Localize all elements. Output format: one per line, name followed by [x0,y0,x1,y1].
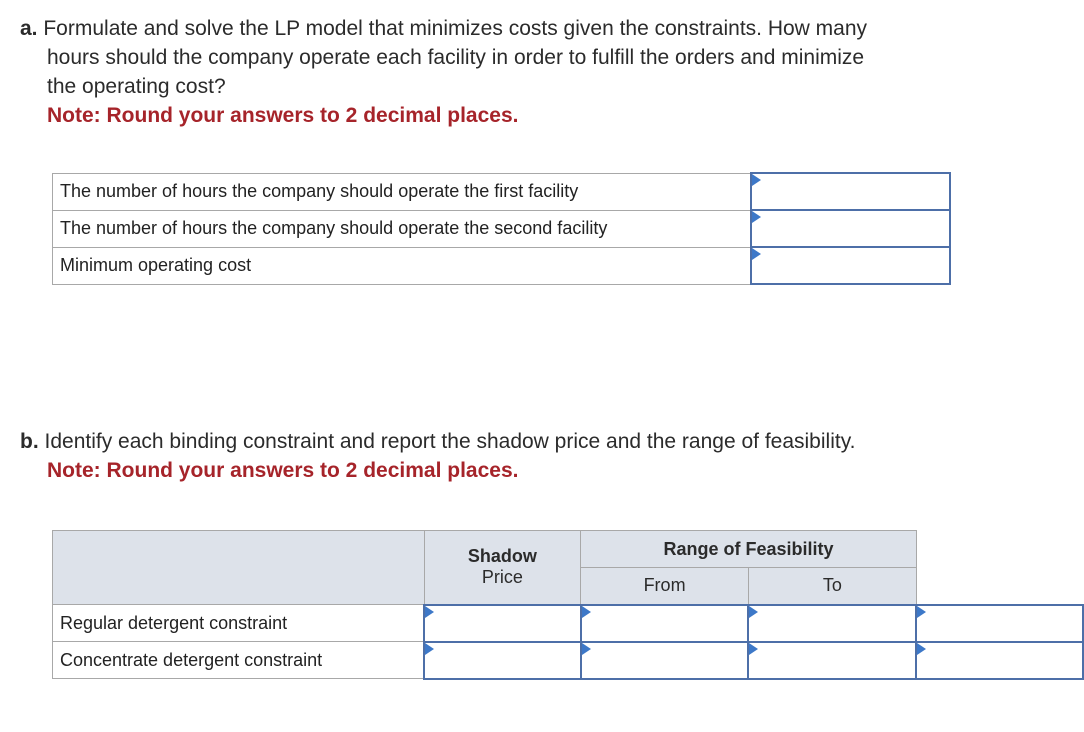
table-row [53,247,951,284]
dropdown-marker-icon [425,606,434,618]
question-a-line1: Formulate and solve the LP model that minimizes costs given the constraints. How many [43,17,868,40]
minimum-cost-cell[interactable] [751,247,950,284]
input-marker-icon [582,606,591,618]
row-label-second-facility: The number of hours the company should operate the second facility [53,210,752,247]
header-blank [53,531,425,605]
row-label-first-facility: The number of hours the company should operate the first facility [53,173,752,210]
regular-binding-cell[interactable] [424,605,581,642]
first-facility-hours-input[interactable] [752,174,949,209]
table-row [53,605,1084,642]
header-to: To [748,568,916,605]
input-marker-icon [917,606,926,618]
dropdown-marker-icon [425,643,434,655]
minimum-cost-input[interactable] [752,248,949,283]
question-a-line3: the operating cost? [47,75,226,98]
concentrate-shadow-price-cell[interactable] [581,642,749,679]
header-shadow-line1: Shadow [467,546,537,567]
regular-binding-input[interactable] [425,606,580,641]
regular-shadow-price-cell[interactable] [581,605,749,642]
question-b [20,427,1060,485]
concentrate-shadow-price-input[interactable] [582,643,748,678]
concentrate-binding-cell[interactable] [424,642,581,679]
regular-range-to-cell[interactable] [916,605,1083,642]
table-row [53,642,1084,679]
input-marker-icon [752,248,761,260]
regular-range-from-cell[interactable] [748,605,916,642]
question-a-note: Note: Round your answers to 2 decimal places. [47,104,519,127]
table-row [53,210,951,247]
input-marker-icon [917,643,926,655]
question-b-text: Identify each binding constraint and report the shadow price and the range of feasibility. [44,430,856,453]
concentrate-range-to-cell[interactable] [916,642,1083,679]
question-a-label: a. [20,17,38,40]
regular-range-from-input[interactable] [749,606,915,641]
input-marker-icon [752,174,761,186]
answer-table-b [52,530,1084,680]
question-b-label: b. [20,430,39,453]
table-row [53,173,951,210]
header-shadow-line2: Price [481,567,523,588]
header-range-of-feasibility: Range of Feasibility [581,531,917,568]
answer-table-a [52,172,951,285]
concentrate-range-from-input[interactable] [749,643,915,678]
regular-shadow-price-input[interactable] [582,606,748,641]
row-label-concentrate-constraint: Concentrate detergent constraint [53,642,425,679]
input-marker-icon [749,606,758,618]
question-b-note: Note: Round your answers to 2 decimal places. [47,459,519,482]
question-a [20,14,1060,130]
question-a-line2: hours should the company operate each facility in order to fulfill the orders and minimize [47,46,865,69]
second-facility-hours-input[interactable] [752,211,949,246]
header-shadow-price [424,531,581,605]
concentrate-binding-input[interactable] [425,643,580,678]
input-marker-icon [749,643,758,655]
first-facility-hours-cell[interactable] [751,173,950,210]
concentrate-range-to-input[interactable] [917,643,1082,678]
input-marker-icon [582,643,591,655]
regular-range-to-input[interactable] [917,606,1082,641]
header-row [53,531,1084,568]
input-marker-icon [752,211,761,223]
header-from: From [581,568,749,605]
row-label-regular-constraint: Regular detergent constraint [53,605,425,642]
concentrate-range-from-cell[interactable] [748,642,916,679]
second-facility-hours-cell[interactable] [751,210,950,247]
row-label-minimum-cost: Minimum operating cost [53,247,752,284]
